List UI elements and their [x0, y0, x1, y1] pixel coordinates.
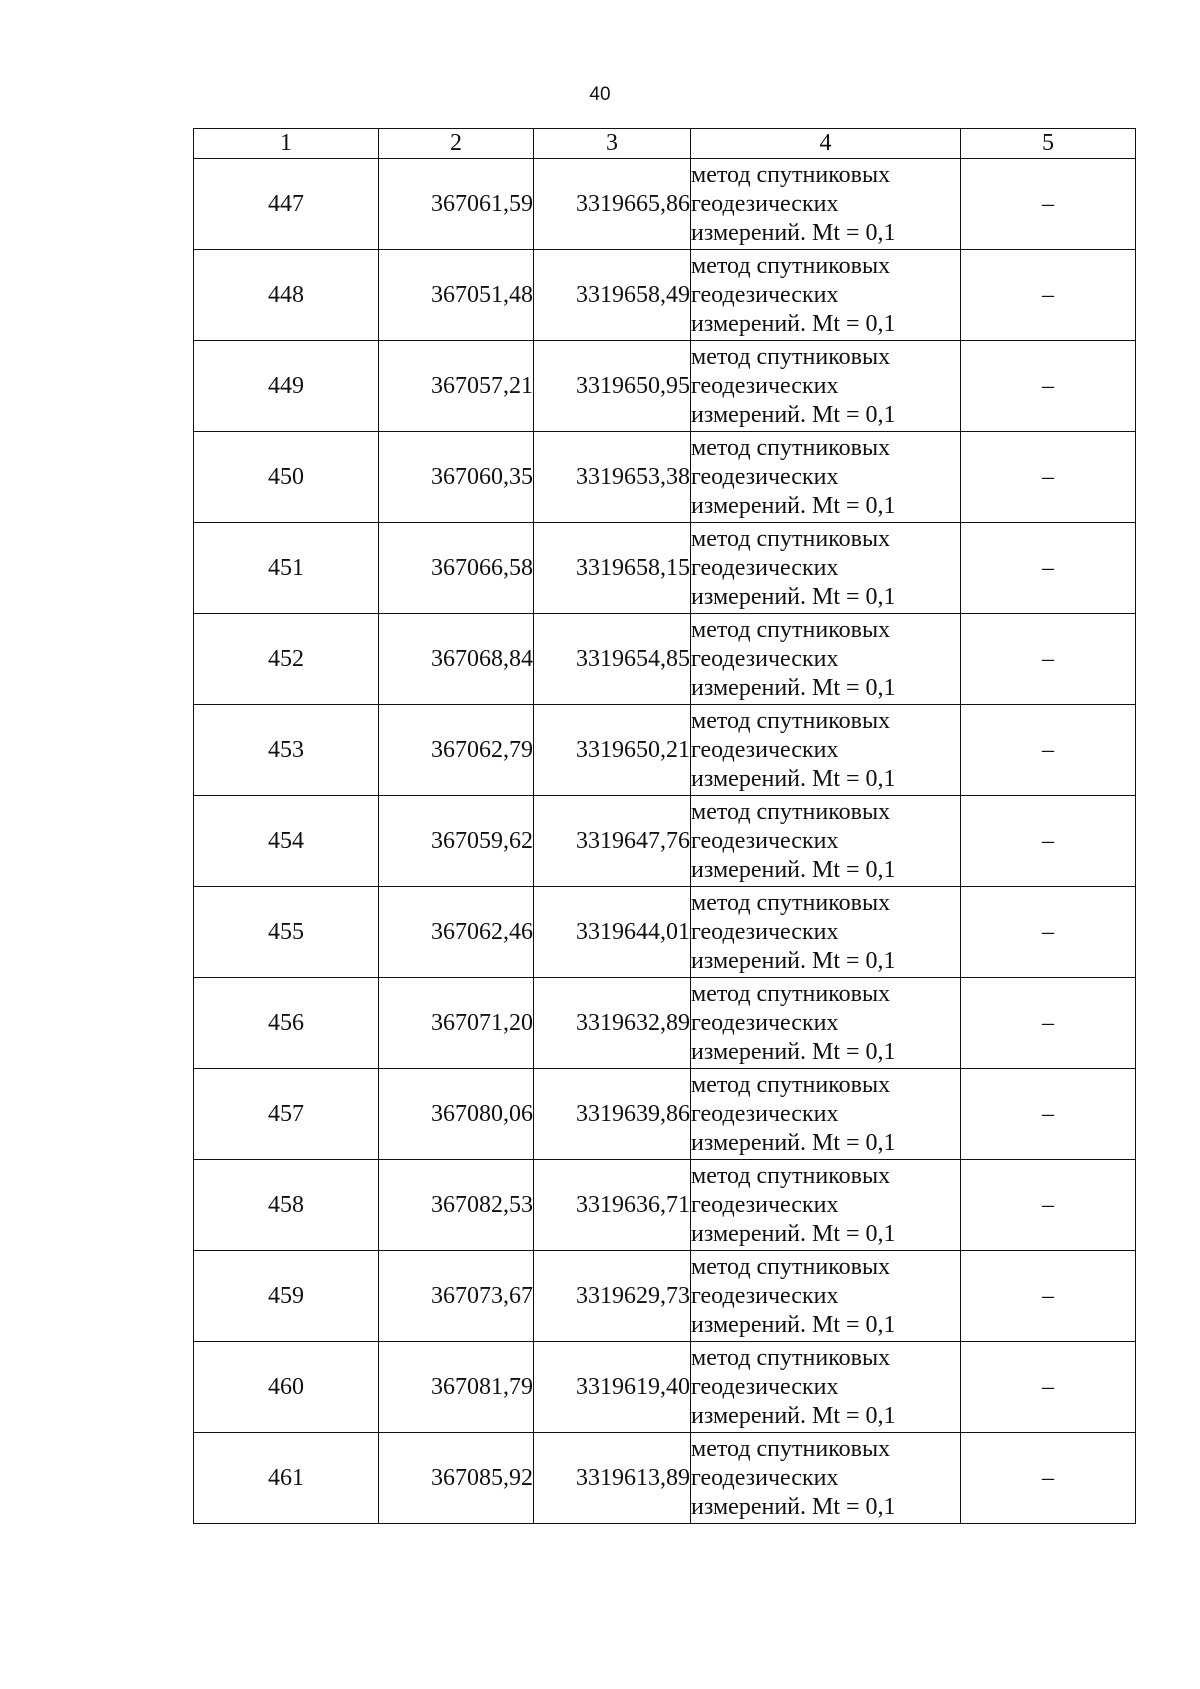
point-number: 450 [194, 432, 379, 523]
method-line-3: измерений. Mt = 0,1 [691, 947, 896, 974]
note-dash: – [961, 250, 1136, 341]
method-line-2: геодезических [691, 190, 839, 217]
method-description [691, 1069, 961, 1160]
coordinate-y: 3319644,01 [534, 887, 691, 978]
table-row [194, 432, 1136, 523]
coordinates-table [193, 128, 1136, 1524]
method-line-2: геодезических [691, 463, 839, 490]
method-description [691, 523, 961, 614]
point-number: 454 [194, 796, 379, 887]
coordinate-x: 367081,79 [379, 1342, 534, 1433]
method-line-3: измерений. Mt = 0,1 [691, 219, 896, 246]
note-dash: – [961, 705, 1136, 796]
table-row [194, 614, 1136, 705]
point-number: 461 [194, 1433, 379, 1524]
method-line-3: измерений. Mt = 0,1 [691, 583, 896, 610]
coordinate-x: 367051,48 [379, 250, 534, 341]
coordinate-x: 367062,46 [379, 887, 534, 978]
method-description [691, 1160, 961, 1251]
method-line-1: метод спутниковых [691, 434, 891, 461]
note-dash: – [961, 523, 1136, 614]
table-row [194, 523, 1136, 614]
coordinate-y: 3319650,21 [534, 705, 691, 796]
note-dash: – [961, 1251, 1136, 1342]
header-col-3: 3 [534, 129, 691, 159]
point-number: 451 [194, 523, 379, 614]
table-row [194, 1342, 1136, 1433]
coordinate-y: 3319647,76 [534, 796, 691, 887]
header-row [194, 129, 1136, 159]
coordinate-y: 3319636,71 [534, 1160, 691, 1251]
table-row [194, 1069, 1136, 1160]
table-row [194, 705, 1136, 796]
method-description [691, 887, 961, 978]
method-line-3: измерений. Mt = 0,1 [691, 1038, 896, 1065]
method-description [691, 250, 961, 341]
header-col-4: 4 [691, 129, 961, 159]
point-number: 459 [194, 1251, 379, 1342]
coordinate-x: 367061,59 [379, 159, 534, 250]
note-dash: – [961, 1342, 1136, 1433]
note-dash: – [961, 159, 1136, 250]
method-line-2: геодезических [691, 1009, 839, 1036]
method-line-1: метод спутниковых [691, 252, 891, 279]
coordinate-y: 3319629,73 [534, 1251, 691, 1342]
coordinate-x: 367082,53 [379, 1160, 534, 1251]
coordinate-x: 367059,62 [379, 796, 534, 887]
coordinate-y: 3319650,95 [534, 341, 691, 432]
coordinate-x: 367060,35 [379, 432, 534, 523]
method-description [691, 1251, 961, 1342]
note-dash: – [961, 1160, 1136, 1251]
coordinate-x: 367071,20 [379, 978, 534, 1069]
method-line-3: измерений. Mt = 0,1 [691, 674, 896, 701]
coordinate-y: 3319658,49 [534, 250, 691, 341]
method-line-2: геодезических [691, 1282, 839, 1309]
point-number: 460 [194, 1342, 379, 1433]
table-row [194, 1433, 1136, 1524]
method-line-2: геодезических [691, 281, 839, 308]
method-description [691, 432, 961, 523]
page-number: 40 [589, 84, 611, 105]
table-body [194, 159, 1136, 1524]
method-description [691, 614, 961, 705]
table-row [194, 887, 1136, 978]
method-line-2: геодезических [691, 372, 839, 399]
coordinate-x: 367068,84 [379, 614, 534, 705]
point-number: 453 [194, 705, 379, 796]
note-dash: – [961, 1069, 1136, 1160]
method-line-1: метод спутниковых [691, 343, 891, 370]
point-number: 448 [194, 250, 379, 341]
note-dash: – [961, 1433, 1136, 1524]
table-row [194, 1251, 1136, 1342]
method-description [691, 159, 961, 250]
coordinate-x: 367062,79 [379, 705, 534, 796]
method-line-2: геодезических [691, 827, 839, 854]
method-line-1: метод спутниковых [691, 980, 891, 1007]
method-description [691, 1342, 961, 1433]
table-row [194, 341, 1136, 432]
method-line-2: геодезических [691, 645, 839, 672]
method-line-3: измерений. Mt = 0,1 [691, 310, 896, 337]
method-line-2: геодезических [691, 1191, 839, 1218]
coordinate-y: 3319653,38 [534, 432, 691, 523]
method-line-3: измерений. Mt = 0,1 [691, 1493, 896, 1520]
method-line-1: метод спутниковых [691, 525, 891, 552]
table-row [194, 159, 1136, 250]
point-number: 449 [194, 341, 379, 432]
note-dash: – [961, 341, 1136, 432]
table-row [194, 978, 1136, 1069]
method-line-3: измерений. Mt = 0,1 [691, 1402, 896, 1429]
note-dash: – [961, 796, 1136, 887]
header-col-5: 5 [961, 129, 1136, 159]
method-line-1: метод спутниковых [691, 1344, 891, 1371]
table-row [194, 1160, 1136, 1251]
coordinate-y: 3319654,85 [534, 614, 691, 705]
point-number: 456 [194, 978, 379, 1069]
method-line-2: геодезических [691, 1100, 839, 1127]
coordinate-y: 3319632,89 [534, 978, 691, 1069]
note-dash: – [961, 887, 1136, 978]
coordinate-y: 3319665,86 [534, 159, 691, 250]
method-line-2: геодезических [691, 554, 839, 581]
method-line-3: измерений. Mt = 0,1 [691, 1129, 896, 1156]
coordinate-y: 3319639,86 [534, 1069, 691, 1160]
method-line-3: измерений. Mt = 0,1 [691, 1220, 896, 1247]
method-line-2: геодезических [691, 1373, 839, 1400]
method-line-1: метод спутниковых [691, 1253, 891, 1280]
method-line-2: геодезических [691, 918, 839, 945]
point-number: 455 [194, 887, 379, 978]
point-number: 447 [194, 159, 379, 250]
method-description [691, 341, 961, 432]
method-line-3: измерений. Mt = 0,1 [691, 492, 896, 519]
method-line-1: метод спутниковых [691, 161, 891, 188]
table-row [194, 796, 1136, 887]
method-description [691, 796, 961, 887]
table-row [194, 250, 1136, 341]
method-line-2: геодезических [691, 736, 839, 763]
method-line-1: метод спутниковых [691, 707, 891, 734]
method-line-2: геодезических [691, 1464, 839, 1491]
point-number: 457 [194, 1069, 379, 1160]
method-line-1: метод спутниковых [691, 1071, 891, 1098]
header-col-2: 2 [379, 129, 534, 159]
coordinate-x: 367080,06 [379, 1069, 534, 1160]
coordinate-x: 367085,92 [379, 1433, 534, 1524]
coordinate-x: 367057,21 [379, 341, 534, 432]
point-number: 458 [194, 1160, 379, 1251]
coordinate-y: 3319658,15 [534, 523, 691, 614]
method-description [691, 978, 961, 1069]
note-dash: – [961, 432, 1136, 523]
method-line-3: измерений. Mt = 0,1 [691, 765, 896, 792]
method-line-1: метод спутниковых [691, 1435, 891, 1462]
coordinate-y: 3319613,89 [534, 1433, 691, 1524]
method-description [691, 705, 961, 796]
method-line-1: метод спутниковых [691, 616, 891, 643]
coordinate-x: 367066,58 [379, 523, 534, 614]
note-dash: – [961, 978, 1136, 1069]
method-line-3: измерений. Mt = 0,1 [691, 856, 896, 883]
header-col-1: 1 [194, 129, 379, 159]
point-number: 452 [194, 614, 379, 705]
method-line-1: метод спутниковых [691, 1162, 891, 1189]
method-line-1: метод спутниковых [691, 889, 891, 916]
note-dash: – [961, 614, 1136, 705]
coordinate-y: 3319619,40 [534, 1342, 691, 1433]
coordinate-x: 367073,67 [379, 1251, 534, 1342]
method-line-1: метод спутниковых [691, 798, 891, 825]
method-line-3: измерений. Mt = 0,1 [691, 401, 896, 428]
method-description [691, 1433, 961, 1524]
method-line-3: измерений. Mt = 0,1 [691, 1311, 896, 1338]
